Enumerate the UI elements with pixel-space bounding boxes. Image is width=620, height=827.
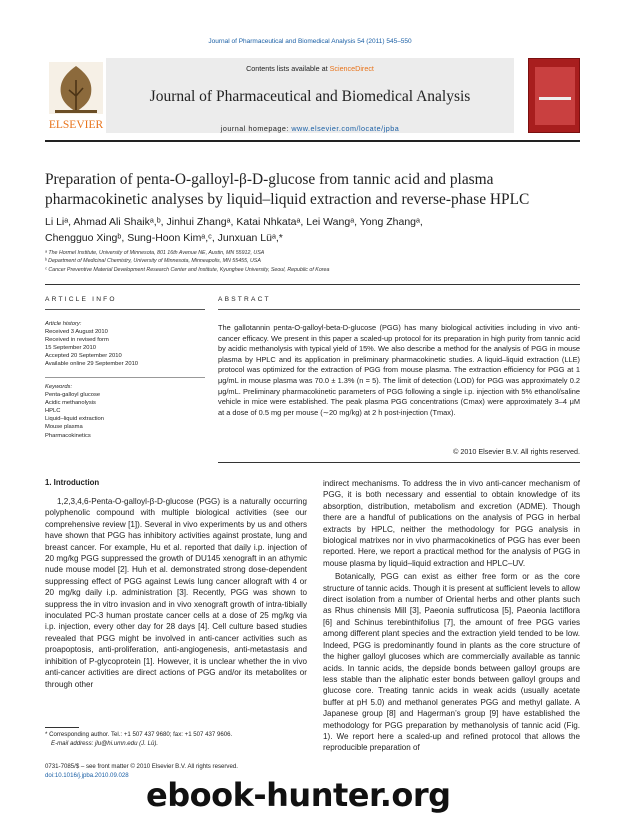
journal-cover-image [528,58,580,133]
header-rule [45,140,580,142]
abstract-end-rule [218,462,580,463]
keyword: Mouse plasma [45,424,83,431]
author-list [45,214,580,246]
history-received: Received 3 August 2010 [45,329,108,336]
section-heading-introduction: 1. Introduction [45,478,100,487]
article-info-heading: ARTICLE INFO [45,296,117,303]
article-info-rule [45,309,205,310]
journal-homepage [106,124,514,133]
contents-availability [106,64,514,73]
corresponding-author-note: * Corresponding author. Tel.: +1 507 437 9680; fax: +1 507 437 9606. [45,731,233,738]
footnote-rule [45,727,79,728]
keyword: HPLC [45,408,61,415]
keyword: Liquid–liquid extraction [45,416,104,423]
article-history [45,320,205,369]
intro-paragraph-botanical: Botanically, PGG can exist as either free form or as the core structure of tannic acids. Though it is present at sufficient levels to allow direct isolation from a number of Oriental herbs and other plants such as Rhus chinensis Mill [3], Paeonia suffruticosa [5], Paeonia lactiflora [6] and Schinus terebinthifolius [7], the amount of free PGG varies among different plant species and the extraction yield tended to be low. Indeed, PGG is predominantly found in plants as the core structure of the higher galloyl glucoses which are commercially available as tannic acids. In tannic acids, the depside bonds between galloyl groups are less stable than the aliphatic ester bonds between galloyl groups and glucose core. Treating tannic acids in weak acids (usually acetate buffer at pH 5.0) and methanol generates PGG and methyl gallate. A Japanese group [8] and Hagerman’s group [9] have established the methodology for PGG preparation by methanolysis of tannic acid (Fig. 1). We report here a scaled-up and refined protocol that allows the reproducible preparation of [323,572,580,753]
abstract-rule [218,309,580,310]
issn-line: 0731-7085/$ – see front matter © 2010 Elsevier B.V. All rights reserved. [45,763,238,770]
journal-citation-link[interactable]: Journal of Pharmaceutical and Biomedical Analysis 54 (2011) 545–550 [208,38,412,45]
intro-paragraph-continued: indirect mechanisms. To address the in vivo anti-cancer mechanism of PGG, it is both necessary and essential to obtain knowledge of its absorption, distribution, metabolism and excretion (ADME). Though there are a handful of publications on the analysis of PGG in herbal extracts by HPLC, neither the methodology for PGG analysis in biological matrixes nor in vivo pharmacokinetics of PGG has ever been reported. Here, we report a practical method for the analysis of PGG in mouse plasma by liquid–liquid extraction and HPLC–UV. [323,479,580,568]
intro-left-column: 1,2,3,4,6-Penta-O-galloyl-β-D-glucose (PGG) is a naturally occurring polyphenolic compound with multiple biological activities (see our comprehensive review [1]). Several in vivo experiments by us and others have shown that PGG has inhibitory activities against prostate, lung and breast cancer. For example, Hu et al. reported that daily i.p. injection of 20 mg/kg PGG suppressed the growth of DU145 xenograft in an athymic nude mouse model [2]. Huh et al. demonstrated strong dose-dependent suppressing effect of PGG against Lewis lung cancer allograft with 4 or 20 mg/kg daily i.p. administration [3]. Recently, PGG was shown to suppress the in vitro invasion and in vivo xenograft growth of intra-tibially inoculated PC-3 human prostate cancer cells at a dose of 25 mg/kg via i.p. injection, every other day for 28 days [4]. Cell culture based studies revealed that PGG might be involved in anti-cancer activities such as proapoptosis, anti-proliferation, anti-angiogenesis, anti-metastasis and inhibition of P-glycoprotein [1]. However, it is unclear whether the in vivo anti-cancer activities are direct actions of PGG and/or its metabolites or through other [45,497,307,689]
history-rule [45,377,205,378]
affiliation-b: ᵇ Department of Medicinal Chemistry, University of Minnesota, Minneapolis, MN 55455, USA [45,258,261,265]
contents-prefix: Contents lists available at [246,64,330,73]
abstract-copyright: © 2010 Elsevier B.V. All rights reserved. [453,447,580,456]
doi-link[interactable]: doi:10.1016/j.jpba.2010.09.028 [45,771,129,779]
history-label: Article history: [45,321,82,327]
abstract-text: The gallotannin penta-O-galloyl-beta-D-glucose (PGG) has many biological activities including in vivo anti-cancer efficacy. We present in this paper a scaled-up protocol for its preparation in high purity from tannic acid by acidic methanolysis with typical yield of 15%. We also describe a method for the analysis of PGG in mouse plasma by HPLC and its application in preliminary pharmacokinetic studies. A liquid–liquid extraction (LLE) protocol was optimized for the extraction of PGG from mouse plasma. The extraction efficiency for PGG at 1 μg/mL in mouse plasma was 70.0 ± 1.3% (n = 5). The limit of detection (LOD) for PGG was approximately 0.2 μg/mL. Preliminary pharmacokinetic parameters of PGG following a single i.p. injection with 5% ethanol/saline vehicle in mice were established. The peak plasma PGG concentrations (Cmax) were approximately 3–4 μM at a dose of 0.5 mg per mouse (∼20 mg/kg) at 2 h post-injection (Tmax). [218,323,580,417]
keywords [45,383,205,440]
keywords-label: Keywords: [45,384,73,390]
sciencedirect-link[interactable]: ScienceDirect [329,64,374,73]
keyword: Penta-galloyl glucose [45,392,101,399]
authors-line-1: Li Liᵃ, Ahmad Ali Shaikᵃ,ᵇ, Jinhui Zhangᵃ, Katai Nhkataᵃ, Lei Wangᵃ, Yong Zhangᵃ, [45,216,423,228]
affiliation-rule [45,284,580,285]
keyword: Pharmacokinetics [45,432,91,439]
affiliation-c: ᶜ Cancer Preventive Material Development Research Center and Institute, Kyunghee University, Seoul, Republic of Korea [45,266,330,273]
watermark-text: ebook-hunter.org [146,776,451,814]
homepage-prefix: journal homepage: [220,124,292,133]
history-online: Available online 29 September 2010 [45,361,139,368]
keyword: Acidic methanolysis [45,400,96,407]
abstract-heading: ABSTRACT [218,296,271,303]
elsevier-wordmark: ELSEVIER [48,119,104,131]
article-title-line-1: Preparation of penta-O-galloyl-β-D-glucose from tannic acid and plasma [45,171,494,188]
affiliations [45,249,580,274]
history-revised: Received in revised form [45,337,109,344]
elsevier-logo [45,60,107,132]
affiliation-a: ᵃ The Hormel Institute, University of Minnesota, 801 16th Avenue NE, Austin, MN 55912, USA [45,250,265,256]
authors-line-2: Chengguo Xingᵇ, Sung-Hoon Kimᵃ,ᶜ, Junxuan Lüᵃ,* [45,232,283,244]
email-address[interactable]: E-mail address: jlu@hi.umn.edu (J. Lü). [51,739,159,747]
footnote [45,731,295,748]
article-title [45,170,580,210]
journal-title: Journal of Pharmaceutical and Biomedical Analysis [149,88,471,105]
history-revised-date: 15 September 2010 [45,345,96,352]
article-title-line-2: pharmacokinetic analyses by liquid–liquid extraction and reverse-phase HPLC [45,191,530,208]
homepage-url-link[interactable]: www.elsevier.com/locate/jpba [291,124,400,133]
history-accepted: Accepted 20 September 2010 [45,353,122,360]
intro-right-column [323,478,580,754]
